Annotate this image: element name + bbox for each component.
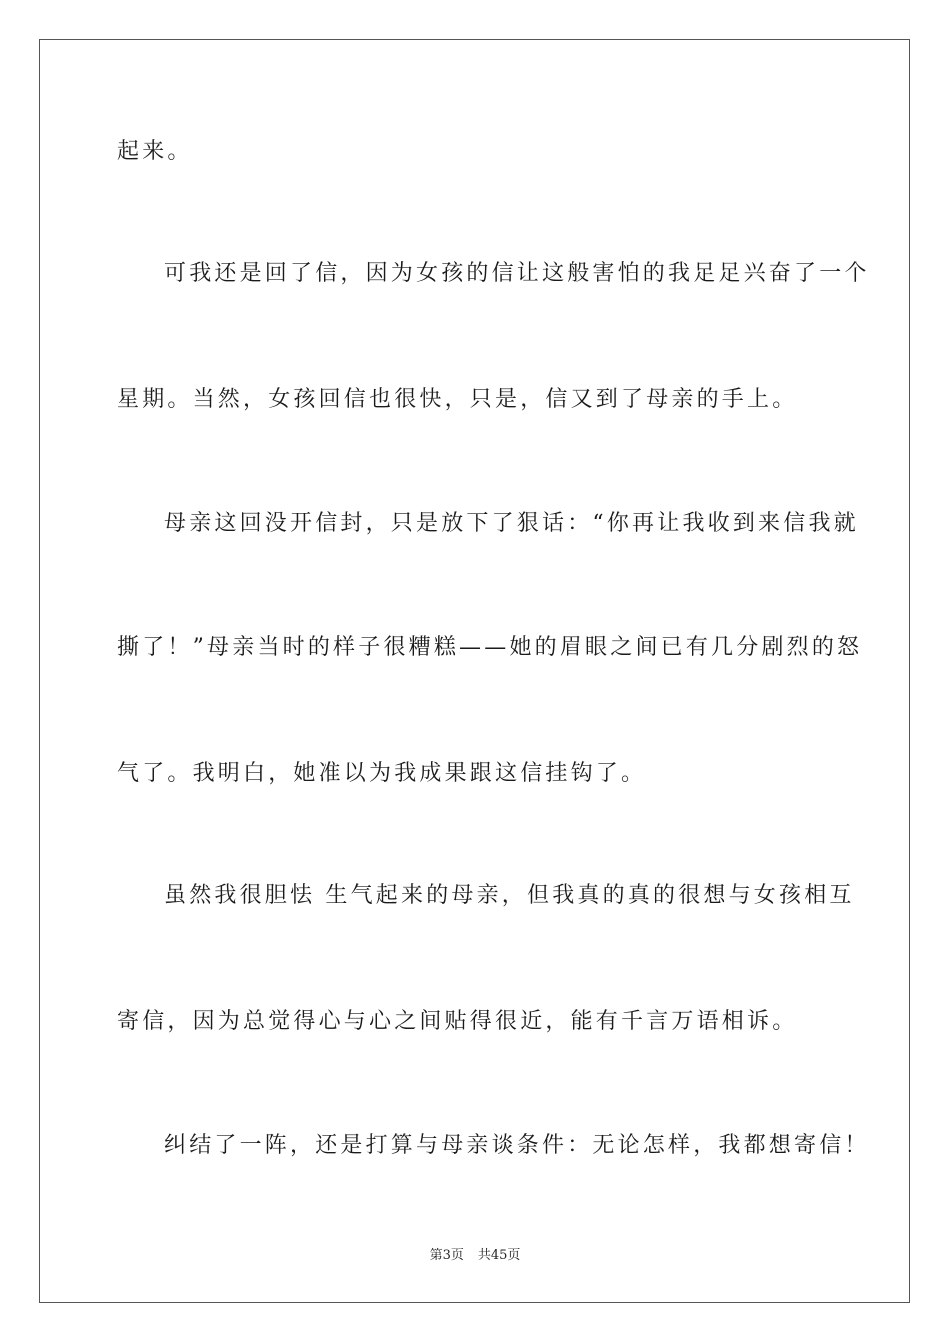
text-line-6: 气了。我明白，她准以为我成果跟这信挂钩了。 [117, 761, 647, 786]
text-line-8: 寄信，因为总觉得心与心之间贴得很近，能有千言万语相诉。 [117, 1009, 798, 1034]
text-line-2: 可我还是回了信，因为女孩的信让这般害怕的我足足兴奋了一个 [164, 261, 870, 286]
text-line-9: 纠结了一阵，还是打算与母亲谈条件：无论怎样，我都想寄信！ [164, 1133, 870, 1158]
page-border [39, 39, 910, 1303]
page-number: 第3页 [429, 1248, 464, 1263]
page-footer [0, 1247, 950, 1265]
text-line-5: 撕了！”母亲当时的样子很糟糕——她的眉眼之间已有几分剧烈的怒 [117, 635, 863, 660]
text-line-3: 星期。当然，女孩回信也很快，只是，信又到了母亲的手上。 [117, 387, 798, 412]
text-line-4: 母亲这回没开信封，只是放下了狠话：“你再让我收到来信我就 [164, 511, 859, 536]
text-line-7: 虽然我很胆怯 生气起来的母亲，但我真的真的很想与女孩相互 [164, 883, 855, 908]
text-line-1: 起来。 [117, 139, 193, 164]
total-pages: 共45页 [477, 1248, 521, 1263]
